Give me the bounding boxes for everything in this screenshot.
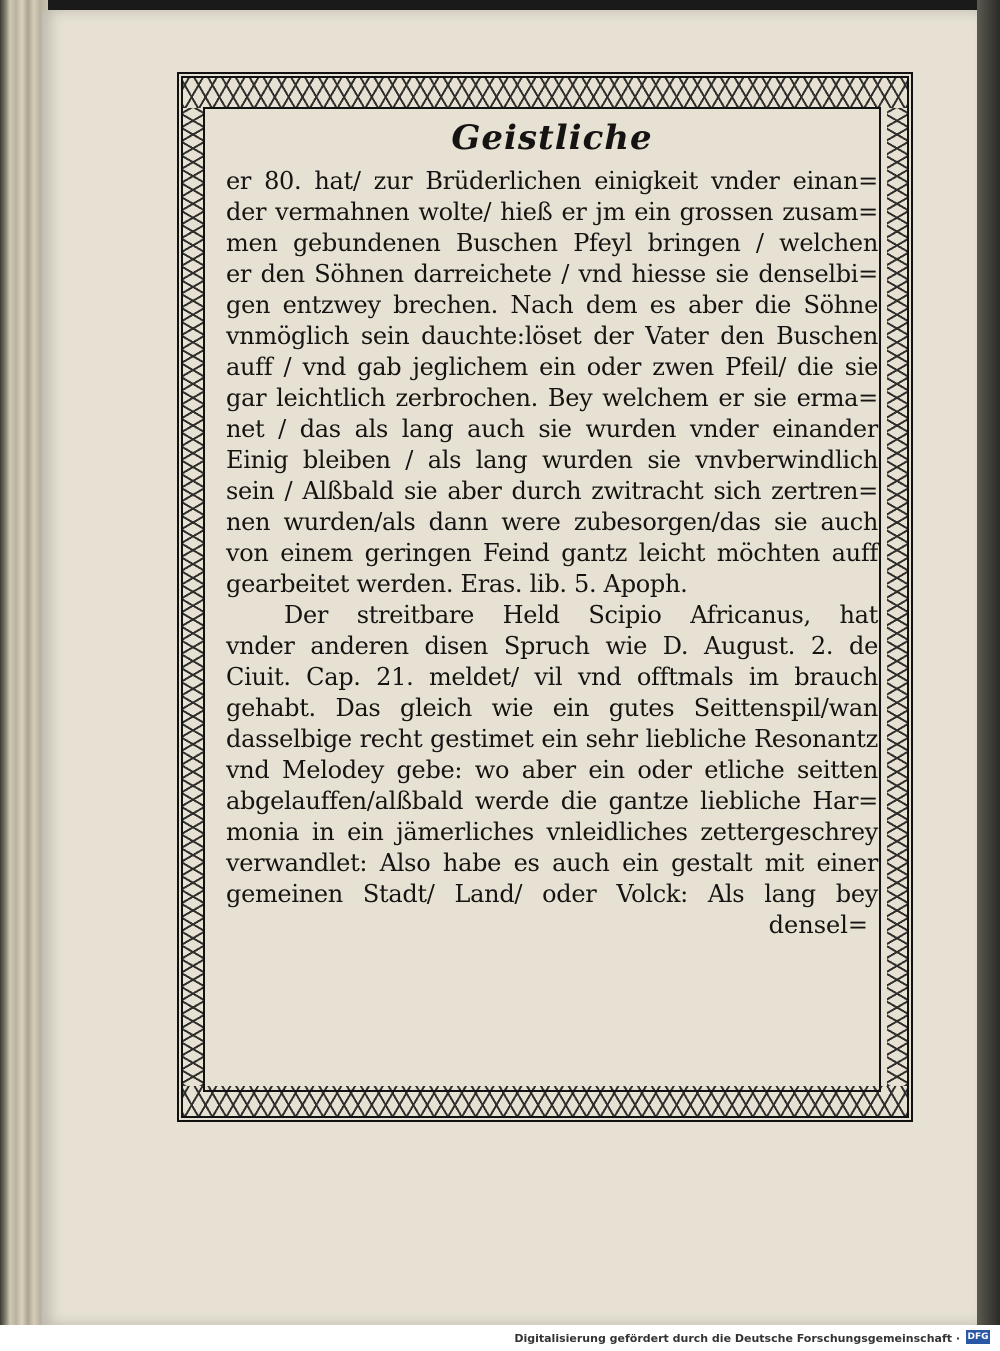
footer-credit: Digitalisierung gefördert durch die Deutsche Forschungsgemeinschaft · xyxy=(514,1332,960,1345)
dfg-logo: DFG xyxy=(967,1332,989,1342)
text-line: von einem geringen Feind gantz leicht möchten auff xyxy=(226,539,878,567)
running-head: Geistliche xyxy=(451,118,653,158)
text-line: vnmöglich sein dauchte:löset der Vater den Buschen xyxy=(226,322,878,350)
text-line: net / das als lang auch sie wurden vnder einander xyxy=(226,415,878,443)
text-line: vnd Melodey gebe: wo aber ein oder etliche seitten xyxy=(226,756,878,784)
catchword: densel= xyxy=(768,911,868,939)
text-line: gemeinen Stadt/ Land/ oder Volck: Als lang bey xyxy=(226,880,878,908)
text-line: vnder anderen disen Spruch wie D. August. 2. de xyxy=(226,632,878,660)
text-line: er 80. hat/ zur Brüderlichen einigkeit vnder einan= xyxy=(226,167,878,195)
text-line: gearbeitet werden. Eras. lib. 5. Apoph. xyxy=(226,570,688,598)
book-right-edge xyxy=(977,0,1000,1325)
text-line: gehabt. Das gleich wie ein gutes Seittenspil/wan xyxy=(226,694,878,722)
book-page-edges xyxy=(0,0,48,1325)
footer-bar xyxy=(0,1325,1000,1351)
text-line: dasselbige recht gestimet ein sehr liebliche Resonantz xyxy=(226,725,878,753)
text-line: verwandlet: Also habe es auch ein gestalt mit einer xyxy=(226,849,878,877)
text-line: er den Söhnen darreichete / vnd hiesse sie denselbi= xyxy=(226,260,878,288)
text-line: sein / Alßbald sie aber durch zwitracht sich zertren= xyxy=(226,477,878,505)
text-line: der vermahnen wolte/ hieß er jm ein grossen zusam= xyxy=(226,198,878,226)
text-line: nen wurden/als dann were zubesorgen/das sie auch xyxy=(226,508,878,536)
text-line: gen entzwey brechen. Nach dem es aber die Söhne xyxy=(226,291,878,319)
text-line: Ciuit. Cap. 21. meldet/ vil vnd offtmals im brauch xyxy=(226,663,878,691)
text-line: monia in ein jämerliches vnleidliches zettergeschrey xyxy=(226,818,878,846)
text-line: auff / vnd gab jeglichem ein oder zwen Pfeil/ die sie xyxy=(226,353,878,381)
text-lines xyxy=(226,166,878,910)
text-line: Der streitbare Held Scipio Africanus, hat xyxy=(284,601,878,629)
text-line: Einig bleiben / als lang wurden sie vnvberwindlich xyxy=(226,446,878,474)
text-block xyxy=(226,108,878,941)
text-line: gar leichtlich zerbrochen. Bey welchem er sie erma= xyxy=(226,384,878,412)
text-line: abgelauffen/alßbald werde die gantze liebliche Har= xyxy=(226,787,878,815)
text-line: men gebundenen Buschen Pfeyl bringen / welchen xyxy=(226,229,878,257)
